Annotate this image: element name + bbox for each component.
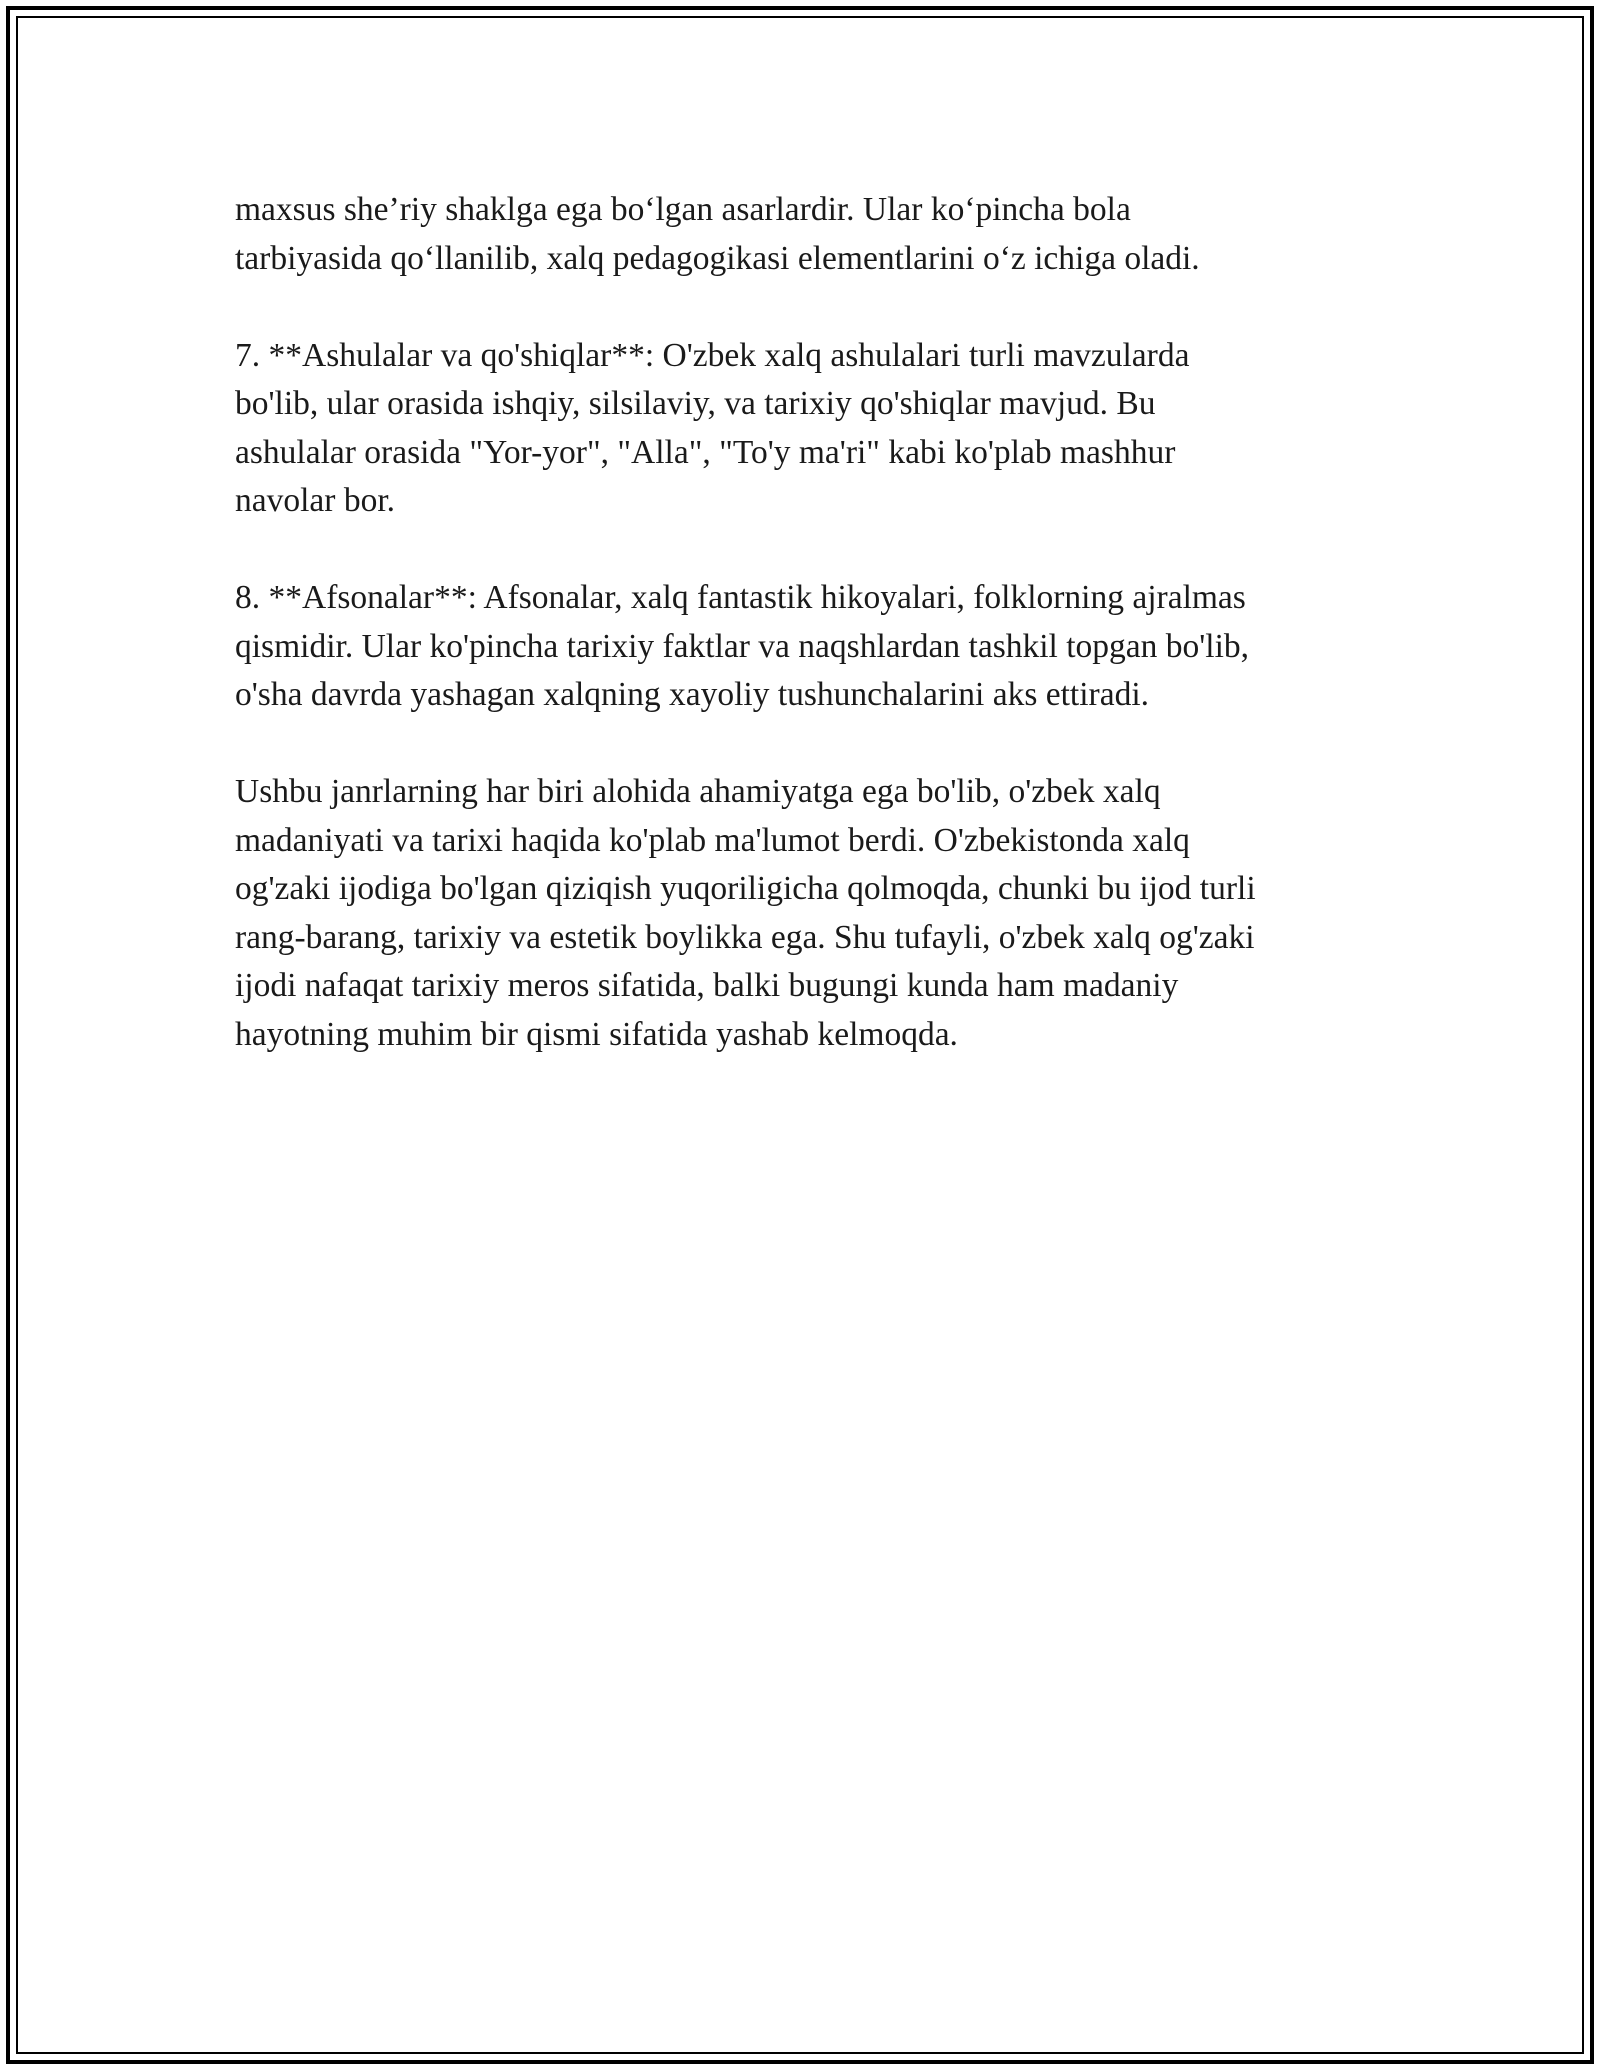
paragraph-continuation [235, 186, 1365, 283]
text-line: ijodi nafaqat tarixiy meros sifatida, balki bugungi kunda ham madaniy [235, 967, 1179, 1004]
text-line: bo'lib, ular orasida ishqiy, silsilaviy, va tarixiy qo'shiqlar mavjud. Bu [235, 385, 1156, 422]
text-line: navolar bor. [235, 482, 396, 519]
document-body [235, 186, 1365, 1108]
text-line: o'sha davrda yashagan xalqning xayoliy tushunchalarini aks ettiradi. [235, 676, 1150, 713]
text-line: ashulalar orasida "Yor-yor", "Alla", "To'y ma'ri" kabi ko'plab mashhur [235, 433, 1176, 471]
text-line: og'zaki ijodiga bo'lgan qiziqish yuqoriligicha qolmoqda, chunki bu ijod turli [235, 870, 1256, 907]
text-line: qismidir. Ular ko'pincha tarixiy faktlar va naqshlardan tashkil topgan bo'lib, [235, 627, 1250, 665]
text-line: hayotning muhim bir qismi sifatida yashab kelmoqda. [235, 1015, 958, 1053]
text-line: tarbiyasida qo‘llanilib, xalq pedagogikasi elementlarini o‘z ichiga oladi. [235, 239, 1200, 277]
text-line: 7. **Ashulalar va qo'shiqlar**: O'zbek xalq ashulalari turli mavzularda [235, 336, 1190, 374]
paragraph-afsonalar [235, 574, 1365, 720]
text-line: Ushbu janrlarning har biri alohida ahamiyatga ega bo'lib, o'zbek xalq [235, 773, 1161, 810]
paragraph-ashulalar [235, 332, 1365, 526]
text-line: rang-barang, tarixiy va estetik boylikka ega. Shu tufayli, o'zbek xalq og'zaki [235, 918, 1255, 956]
text-line: madaniyati va tarixi haqida ko'plab ma'lumot berdi. O'zbekistonda xalq [235, 821, 1190, 859]
text-line: 8. **Afsonalar**: Afsonalar, xalq fantastik hikoyalari, folklorning ajralmas [235, 579, 1246, 616]
text-line: maxsus she’riy shaklga ega bo‘lgan asarlardir. Ular ko‘pincha bola [235, 191, 1131, 228]
paragraph-conclusion [235, 768, 1365, 1059]
